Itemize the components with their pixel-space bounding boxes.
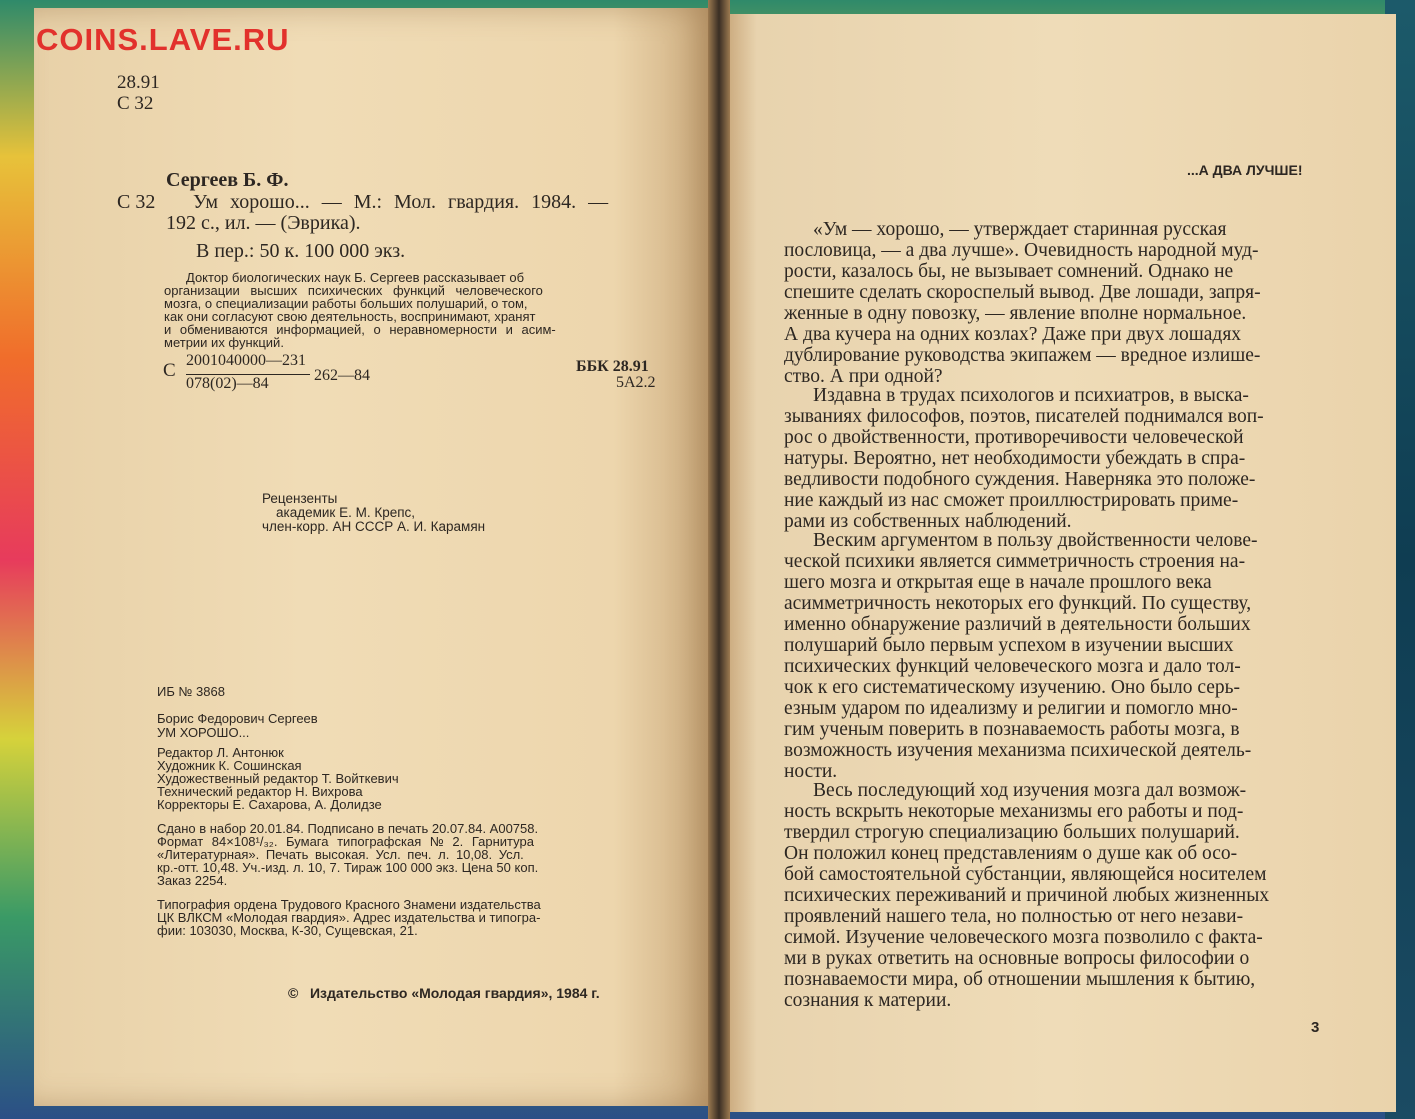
author-mark: С 32 <box>117 93 154 114</box>
text-line: пословица, — а два лучше». Очевидность народной муд- <box>784 240 1259 261</box>
catalog-line-2: 192 с., ил. — (Эврика). <box>166 212 361 234</box>
text-line: полушарий было первым успехом в изучении высших <box>784 635 1234 656</box>
text-line: психических функций человеческого мозга и дало тол- <box>784 656 1241 677</box>
reviewers-title: Рецензенты <box>262 491 338 506</box>
code-numerator: 2001040000—231 <box>186 352 306 369</box>
text-line: ство. А при одной? <box>784 366 943 387</box>
text-line: ми в руках ответить на основные вопросы философии о <box>784 948 1250 969</box>
code-denominator: 078(02)—84 <box>186 375 269 392</box>
imprint-line: Заказ 2254. <box>157 873 228 888</box>
reviewer-1: академик Е. М. Крепс, <box>276 505 416 520</box>
text-line: ние каждый из нас сможет проиллюстрировать приме- <box>784 490 1239 511</box>
text-line: твердил строгую специализацию больших полушарий. <box>784 822 1240 843</box>
imprint-line: Типография ордена Трудового Красного Знамени издательства <box>157 897 541 912</box>
bbk-code-2: 5А2.2 <box>616 374 656 391</box>
text-line: сознания к материи. <box>784 990 952 1011</box>
annotation-line: Доктор биологических наук Б. Сергеев рассказывает об <box>186 270 525 285</box>
text-line: асимметричность некоторых его функций. По существу, <box>784 593 1252 614</box>
text-line: зываниях философов, поэтов, писателей поднимался воп- <box>784 406 1264 427</box>
text-line: ческой психики является симметричность строения на- <box>784 551 1246 572</box>
imprint-line: «Литературная». Печать высокая. Усл. печ. л. 10,08. Усл. <box>157 847 524 862</box>
running-header: ...А ДВА ЛУЧШЕ! <box>1187 162 1303 178</box>
imprint-line: Художественный редактор Т. Войткевич <box>157 771 399 786</box>
annotation-line: и обмениваются информацией, о неравномерности и асим- <box>164 322 556 337</box>
annotation-line: как они согласуют свою деятельность, воспринимают, хранят <box>164 309 536 324</box>
text-line: возможность изучения механизма психической деятель- <box>784 740 1252 761</box>
text-line: ведливости подобного суждения. Наверняка это положе- <box>784 469 1256 490</box>
price-line: В пер.: 50 к. 100 000 экз. <box>196 240 406 262</box>
catalog-line-1: Ум хорошо... — М.: Мол. гвардия. 1984. — <box>193 191 609 213</box>
udc-code: 28.91 <box>117 72 160 93</box>
page-number: 3 <box>1311 1019 1320 1036</box>
text-line: бой самостоятельной субстанции, являющейся носителем <box>784 864 1267 885</box>
text-line: рости, казалось бы, не вызывает сомнений. Однако не <box>784 261 1234 282</box>
code-suffix: 262—84 <box>314 367 370 384</box>
text-line: гим ученым поверить в познаваемость работы мозга, в <box>784 719 1240 740</box>
code-letter: С <box>163 360 176 381</box>
annotation-line: мозга, о специализации работы больших полушарий, о том, <box>164 296 528 311</box>
imprint-line: Редактор Л. Антонюк <box>157 745 284 760</box>
text-line: Веским аргументом в пользу двойственности челове- <box>813 530 1258 551</box>
text-line: дублирование руководства экипажем — вредное излише- <box>784 345 1261 366</box>
copyright-line: © Издательство «Молодая гвардия», 1984 г. <box>288 985 600 1001</box>
text-line: познаваемости мира, об отношении мышления к бытию, <box>784 969 1256 990</box>
imprint-line: Борис Федорович Сергеев <box>157 711 318 726</box>
annotation-line: метрии их функций. <box>164 335 284 350</box>
book-gutter <box>708 0 730 1119</box>
text-line: именно обнаружение различий в деятельности больших <box>784 614 1251 635</box>
imprint-line: Технический редактор Н. Вихрова <box>157 784 363 799</box>
text-line: ности. <box>784 761 838 782</box>
text-line: проявлений нашего тела, но полностью от него незави- <box>784 906 1244 927</box>
text-line: психических переживаний и причиной любых жизненных <box>784 885 1270 906</box>
text-line: ность вскрыть некоторые механизмы его работы и под- <box>784 801 1244 822</box>
annotation-line: организации высших психических функций человеческого <box>164 283 543 298</box>
text-line: Весь последующий ход изучения мозга дал возмож- <box>813 780 1247 801</box>
left-page <box>34 8 716 1106</box>
imprint-line: Сдано в набор 20.01.84. Подписано в печать 20.07.84. А00758. <box>157 821 539 836</box>
text-line: А два кучера на одних козлах? Даже при двух лошадях <box>784 324 1242 345</box>
author-name: Сергеев Б. Ф. <box>166 169 289 191</box>
reviewer-2: член-корр. АН СССР А. И. Карамян <box>262 519 486 534</box>
bbk-code: ББК 28.91 <box>576 358 649 375</box>
text-line: симой. Изучение человеческого мозга позволило с факта- <box>784 927 1263 948</box>
imprint-line: фии: 103030, Москва, К-30, Сущевская, 21. <box>157 923 418 938</box>
text-line: натуры. Вероятно, нет необходимости убеждать в спра- <box>784 448 1246 469</box>
imprint-line: ЦК ВЛКСМ «Молодая гвардия». Адрес издательства и типогра- <box>157 910 541 925</box>
imprint-line: ИБ № 3868 <box>157 684 225 699</box>
text-line: шего мозга и открытая еще в начале прошлого века <box>784 572 1212 593</box>
imprint-line: Корректоры Е. Сахарова, А. Долидзе <box>157 797 382 812</box>
text-line: Издавна в трудах психологов и психиатров, в выска- <box>813 385 1249 406</box>
text-line: езным ударом по идеализму и религии и помогло мно- <box>784 698 1238 719</box>
text-line: чок к его систематическому изучению. Оно было серь- <box>784 677 1241 698</box>
text-line: «Ум — хорошо, — утверждает старинная русская <box>813 219 1227 240</box>
imprint-line: Формат 84×108¹/₃₂. Бумага типографская № 2. Гарнитура <box>157 834 534 849</box>
text-line: рами из собственных наблюдений. <box>784 511 1072 532</box>
text-line: рос о двойственности, противоречивости человеческой <box>784 427 1244 448</box>
imprint-line: Художник К. Сошинская <box>157 758 302 773</box>
imprint-line: кр.-отт. 10,48. Уч.-изд. л. 10, 7. Тираж 100 000 экз. Цена 50 коп. <box>157 860 539 875</box>
text-line: спешите сделать скороспелый вывод. Две лошади, запря- <box>784 282 1261 303</box>
text-line: Он положил конец представлениям о душе как об осо- <box>784 843 1238 864</box>
watermark: COINS.LAVE.RU <box>36 22 290 57</box>
text-line: женные в одну повозку, — явление вполне нормальное. <box>784 303 1247 324</box>
catalog-code: С 32 <box>117 191 156 213</box>
imprint-line: УМ ХОРОШО... <box>157 725 250 740</box>
